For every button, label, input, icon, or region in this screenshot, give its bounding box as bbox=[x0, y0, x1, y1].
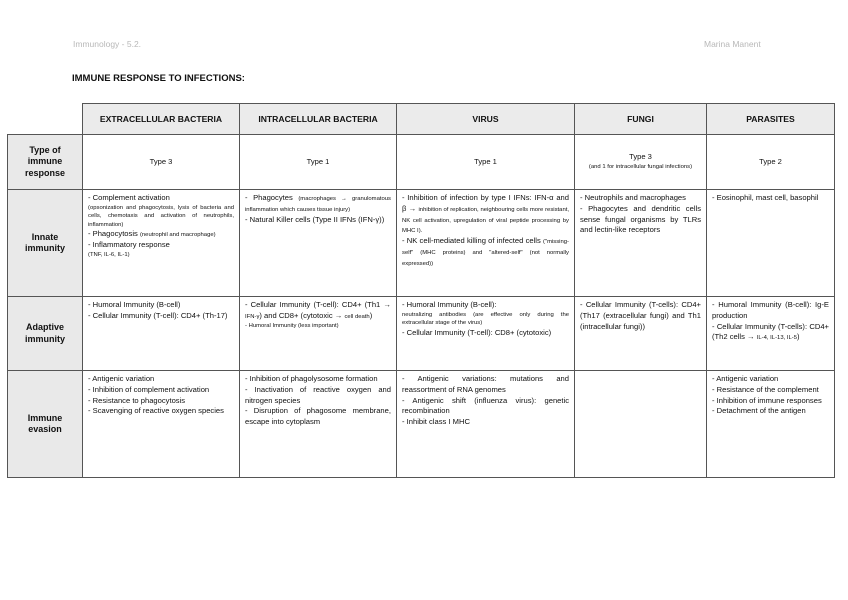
evasion-virus-line-2: - Antigenic shift (influenza virus): genetic recombination bbox=[402, 395, 569, 416]
table-header-row bbox=[8, 104, 835, 135]
adaptive-int-line-1-wrap bbox=[245, 300, 391, 322]
row-header-adaptive: Adaptive immunity bbox=[8, 297, 83, 371]
fungi-type-note: (and 1 for intracellular fungal infections) bbox=[588, 164, 693, 171]
cell-adaptive-parasites bbox=[707, 297, 835, 371]
cell-type-fungi bbox=[575, 135, 707, 190]
innate-ext-note-2: (neutrophil and macrophage) bbox=[139, 232, 216, 239]
row-type bbox=[8, 135, 835, 190]
cell-evasion-extracellular bbox=[83, 371, 240, 478]
adaptive-virus-line-1: - Humoral Immunity (B-cell): bbox=[402, 300, 497, 309]
cell-adaptive-extracellular bbox=[83, 297, 240, 371]
row-evasion bbox=[8, 371, 835, 478]
row-header-evasion: Immune evasion bbox=[8, 371, 83, 478]
evasion-parasites-line-1: - Antigenic variation bbox=[712, 374, 779, 383]
innate-ext-line-2-wrap bbox=[88, 229, 234, 240]
cell-adaptive-intracellular bbox=[240, 297, 397, 371]
page-header-left: Immunology - 5.2. bbox=[73, 39, 142, 49]
cell-innate-intracellular bbox=[240, 190, 397, 297]
row-header-innate: Innate immunity bbox=[8, 190, 83, 297]
cell-type-intracellular: Type 1 bbox=[240, 135, 397, 190]
innate-int-line-2: - Natural Killer cells (Type II IFNs (IFN-γ)) bbox=[245, 214, 385, 224]
innate-virus-note-2: ("missing-self" (MHC proteins) and "altered-self" (not normally expressed)) bbox=[402, 239, 569, 267]
document-title: IMMUNE RESPONSE TO INFECTIONS: bbox=[72, 73, 245, 84]
immune-response-table bbox=[7, 103, 835, 478]
adaptive-int-note-1: IFN-γ bbox=[245, 313, 260, 320]
row-adaptive bbox=[8, 297, 835, 371]
innate-int-note-1: (macrophages → granulomatous inflammation which causes tissue injury) bbox=[245, 196, 391, 213]
innate-ext-line-2: - Phagocytosis bbox=[88, 229, 138, 239]
innate-virus-line-2: - NK cell-mediated killing of infected cells bbox=[402, 236, 541, 246]
evasion-virus-line-3: - Inhibit class I MHC bbox=[402, 417, 470, 427]
evasion-ext-line-1: - Antigenic variation bbox=[88, 374, 155, 383]
innate-virus-line-2-wrap bbox=[402, 236, 569, 268]
fungi-type-value: Type 3 bbox=[629, 152, 652, 162]
column-header-intracellular: INTRACELLULAR BACTERIA bbox=[240, 104, 397, 135]
row-innate bbox=[8, 190, 835, 297]
innate-ext-note-3: (TNF, IL-6, IL-1) bbox=[88, 252, 130, 259]
evasion-int-line-3: - Disruption of phagosome membrane, escape into cytoplasm bbox=[245, 406, 391, 427]
adaptive-parasites-line-1: - Humoral Immunity (B-cell): Ig-E production bbox=[712, 300, 829, 320]
adaptive-parasites-line-2-wrap bbox=[712, 322, 829, 344]
cell-innate-parasites bbox=[707, 190, 835, 297]
adaptive-parasites-line-2c: ) bbox=[797, 332, 800, 342]
evasion-int-line-2: - Inactivation of reactive oxygen and nitrogen species bbox=[245, 384, 391, 405]
adaptive-virus-note-1: neutralizing antibodies (are effective only during the extracellular stage of the virus) bbox=[402, 311, 569, 327]
page-header-right: Marina Manent bbox=[704, 39, 761, 49]
evasion-virus-line-1: - Antigenic variations: mutations and reassortment of RNA genomes bbox=[402, 374, 569, 394]
innate-fungi-line-2: - Phagocytes and dendritic cells sense fungal organisms by TLRs and lectin-like receptors bbox=[580, 203, 701, 235]
column-header-virus: VIRUS bbox=[397, 104, 575, 135]
cell-innate-extracellular bbox=[83, 190, 240, 297]
adaptive-int-line-1b: ) and CD8+ (cytotoxic → bbox=[259, 310, 343, 320]
evasion-parasites-line-4: - Detachment of the antigen bbox=[712, 406, 806, 416]
cell-evasion-intracellular bbox=[240, 371, 397, 478]
row-header-type: Type of immune response bbox=[8, 135, 83, 190]
adaptive-fungi-line-1: - Cellular Immunity (T-cells): CD4+ (Th17 (extracellular fungi) and Th1 (intracellular fungi)) bbox=[580, 300, 701, 331]
adaptive-parasites-note-2: IL-4, IL-13, IL-5 bbox=[756, 335, 798, 342]
evasion-parasites-line-2: - Resistance of the complement bbox=[712, 384, 819, 394]
cell-type-parasites: Type 2 bbox=[707, 135, 835, 190]
innate-virus-line-1: - Inhibition of infection by type I IFNs: IFN-α and β → bbox=[402, 193, 569, 213]
column-header-parasites: PARASITES bbox=[707, 104, 835, 135]
cell-evasion-fungi bbox=[575, 371, 707, 478]
cell-innate-virus bbox=[397, 190, 575, 297]
adaptive-parasites-line-2: - Cellular Immunity (T-cells): CD4+ (Th2 cells → bbox=[712, 321, 829, 342]
cell-evasion-parasites bbox=[707, 371, 835, 478]
evasion-ext-line-2: - Inhibition of complement activation bbox=[88, 384, 210, 394]
evasion-ext-line-4: - Scavenging of reactive oxygen species bbox=[88, 406, 224, 416]
innate-ext-line-1: - Complement activation bbox=[88, 193, 170, 202]
column-header-extracellular: EXTRACELLULAR BACTERIA bbox=[83, 104, 240, 135]
innate-ext-line-3: - Inflammatory response bbox=[88, 240, 170, 250]
innate-int-line-1-wrap bbox=[245, 193, 391, 215]
innate-parasites-line-1: - Eosinophil, mast cell, basophil bbox=[712, 193, 819, 202]
table-corner-cell bbox=[8, 104, 83, 135]
innate-ext-note-1: (opsonization and phagocytosis, lysis of bacteria and cells, chemotaxis and activation of neutrophils, inflammation) bbox=[88, 204, 234, 228]
innate-virus-note-1: inhibition of replication, neighbouring cells more resistant, NK cell activation, upregulation of viral peptide processing by MHC I). bbox=[402, 206, 569, 235]
cell-type-virus: Type 1 bbox=[397, 135, 575, 190]
evasion-int-line-1: - Inhibition of phagolysosome formation bbox=[245, 374, 378, 383]
innate-fungi-line-1: - Neutrophils and macrophages bbox=[580, 193, 686, 202]
adaptive-ext-line-2: - Cellular Immunity (T-cell): CD4+ (Th-17) bbox=[88, 310, 228, 320]
adaptive-int-note-2: - Humoral Immunity (less important) bbox=[245, 322, 339, 329]
evasion-ext-line-3: - Resistance to phagocytosis bbox=[88, 395, 186, 405]
adaptive-ext-line-1: - Humoral Immunity (B-cell) bbox=[88, 300, 181, 309]
cell-adaptive-fungi bbox=[575, 297, 707, 371]
adaptive-int-line-1c: ) bbox=[369, 310, 373, 320]
adaptive-int-line-1: - Cellular Immunity (T-cell): CD4+ (Th1 → bbox=[245, 300, 391, 309]
cell-evasion-virus bbox=[397, 371, 575, 478]
innate-int-line-1: - Phagocytes bbox=[245, 193, 293, 202]
evasion-parasites-line-3: - Inhibition of immune responses bbox=[712, 395, 822, 405]
innate-virus-line-1-wrap bbox=[402, 193, 569, 236]
column-header-fungi: FUNGI bbox=[575, 104, 707, 135]
adaptive-int-note-1b: cell death bbox=[344, 313, 370, 320]
cell-innate-fungi bbox=[575, 190, 707, 297]
cell-type-extracellular: Type 3 bbox=[83, 135, 240, 190]
cell-adaptive-virus bbox=[397, 297, 575, 371]
adaptive-virus-line-2: - Cellular Immunity (T-cell): CD8+ (cytotoxic) bbox=[402, 327, 552, 337]
